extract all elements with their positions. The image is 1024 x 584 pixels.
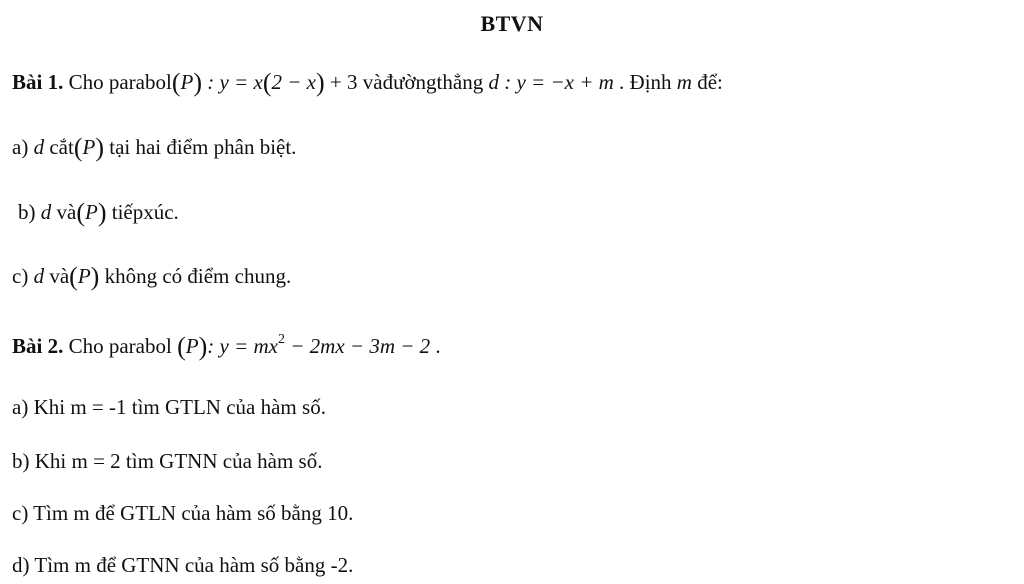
paren-close: ) [90, 262, 100, 291]
item-rest: không có điểm chung. [99, 264, 292, 288]
bai1-item-a [12, 133, 296, 162]
bai1-text-before: Cho parabol [63, 70, 172, 94]
paren-close: ) [315, 68, 325, 97]
item-prefix: c) [12, 264, 34, 288]
bai1-param-m: m [676, 70, 692, 94]
bai1-equation-inner: 2 − x [271, 70, 316, 94]
paren-open: ( [262, 68, 272, 97]
paren-close: ) [97, 198, 107, 227]
bai2-text-end: . [430, 334, 441, 358]
bai2-item-b: b) Khi m = 2 tìm GTNN của hàm số. [12, 449, 323, 473]
item-prefix: a) [12, 135, 34, 159]
item-prefix: b) [18, 200, 41, 224]
bai1-text-mid: vàđườngthẳng [357, 70, 489, 94]
paren-close: ) [193, 68, 202, 97]
bai2-label: Bài 2. [12, 334, 64, 358]
paren-close: ) [198, 332, 208, 361]
paren-close: ) [95, 133, 104, 162]
parabol-symbol: P [77, 264, 91, 288]
bai2-item-d: d) Tìm m để GTNN của hàm số bằng -2. [12, 553, 354, 577]
line-d-symbol: d [33, 264, 45, 288]
bai1-equation-tail: + 3 [324, 70, 358, 94]
bai2-item-c: c) Tìm m để GTLN của hàm số bằng 10. [12, 501, 354, 525]
bai1-text-after: . Định [613, 70, 677, 94]
paren-open: ( [177, 332, 186, 361]
bai1-item-c [12, 262, 291, 291]
bai1-statement [12, 68, 723, 97]
paren-open: ( [171, 68, 181, 97]
parabol-symbol: P [85, 200, 98, 224]
bai2-text-before: Cho parabol [63, 334, 178, 358]
bai2-statement [12, 332, 441, 361]
line-d-symbol: d [40, 200, 52, 224]
paren-open: ( [73, 133, 83, 162]
bai2-exponent: 2 [277, 332, 285, 347]
paren-open: ( [76, 198, 85, 227]
bai1-line-equation: d : y = −x + m [488, 70, 614, 94]
bai1-label: Bài 1. [12, 70, 64, 94]
bai1-text-end: để: [691, 70, 723, 94]
parabol-symbol: P [82, 135, 96, 159]
item-rest: tiếpxúc. [106, 200, 179, 224]
bai2-equation-a: : y = mx [207, 334, 278, 358]
bai2-equation-b: − 2mx − 3m − 2 [284, 334, 431, 358]
item-mid: và [44, 264, 70, 288]
paren-open: ( [69, 262, 78, 291]
bai1-parabol-symbol: P [180, 70, 194, 94]
item-mid: cắt [44, 135, 74, 159]
item-rest: tại hai điểm phân biệt. [103, 135, 297, 159]
bai2-parabol-symbol: P [185, 334, 199, 358]
bai1-equation-mid: : y = x [202, 70, 263, 94]
page-title: BTVN [480, 11, 544, 36]
line-d-symbol: d [33, 135, 45, 159]
bai2-item-a: a) Khi m = -1 tìm GTLN của hàm số. [12, 395, 326, 419]
item-mid: và [51, 200, 77, 224]
bai1-item-b [18, 198, 179, 227]
